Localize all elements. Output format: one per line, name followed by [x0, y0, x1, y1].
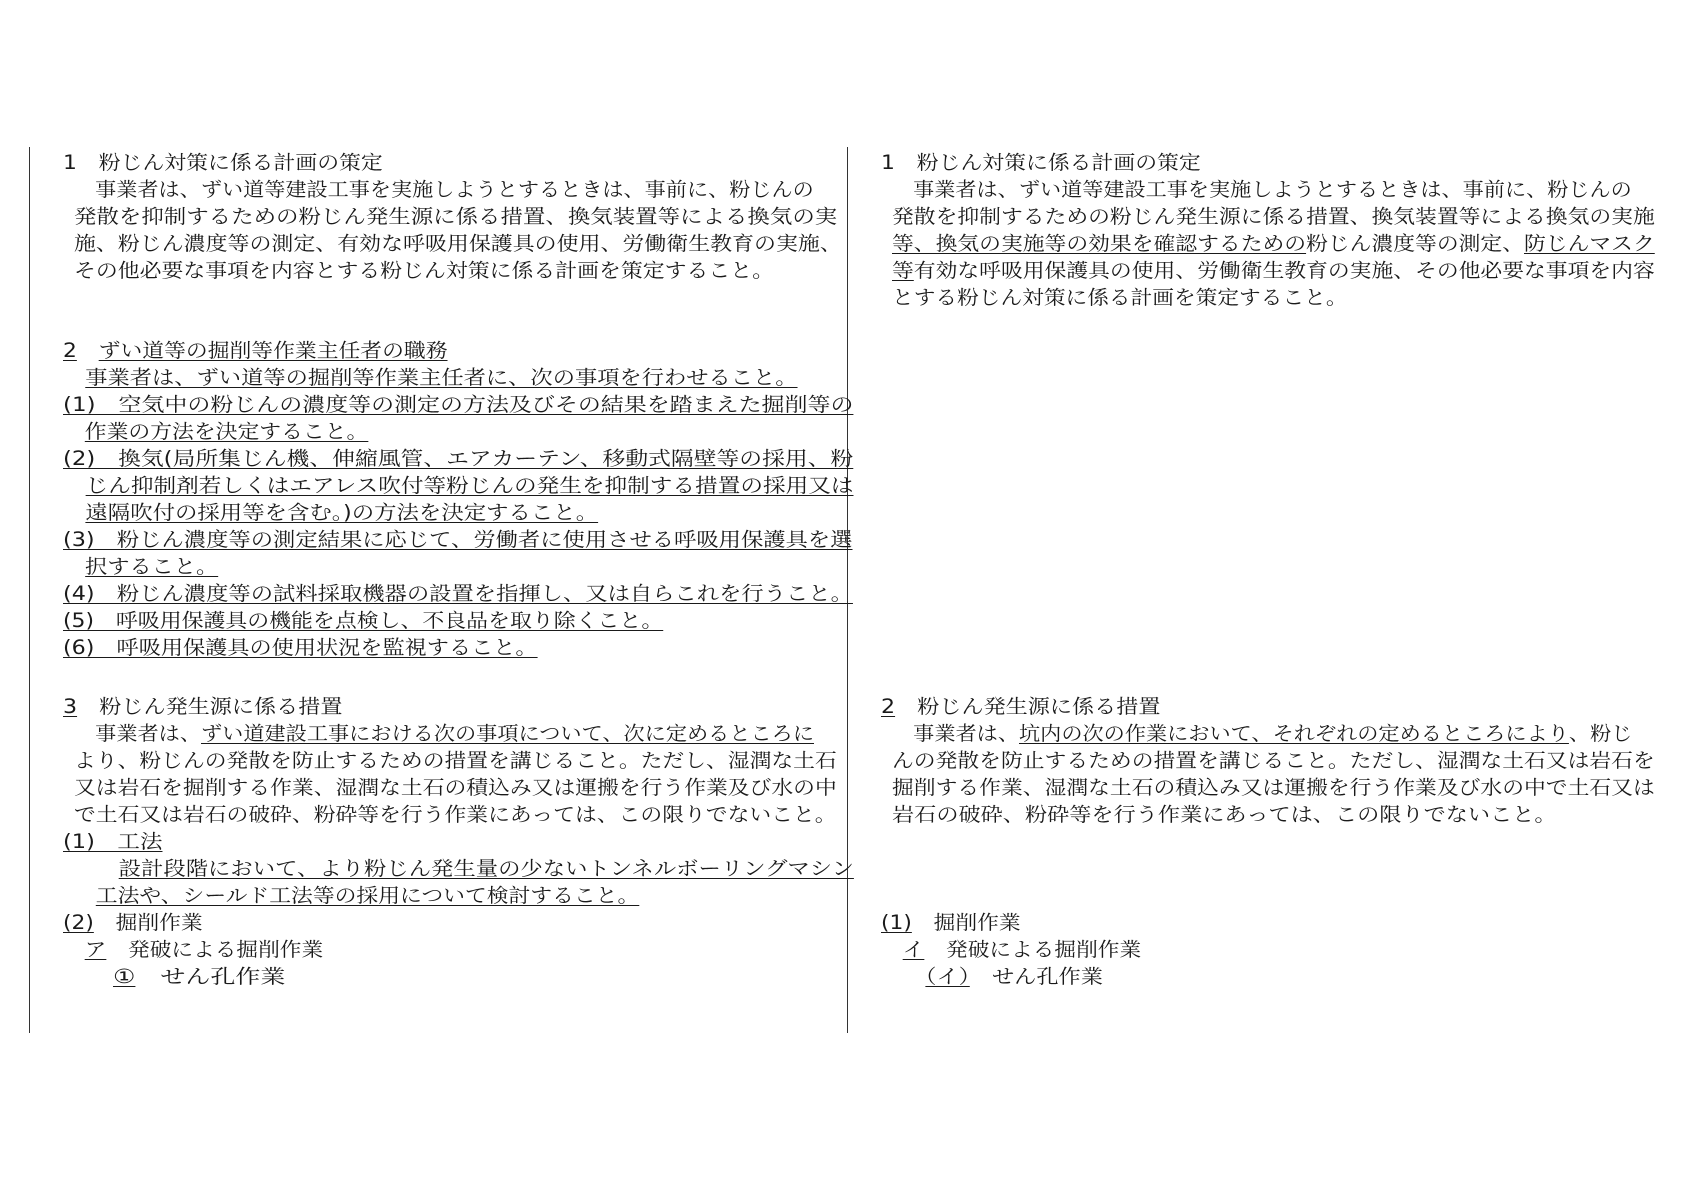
- paragraph-line: [74, 177, 814, 205]
- underlined-text: (6) 呼吸用保護具の使用状況を監視すること。: [63, 636, 538, 659]
- text-segment: せん孔作業: [135, 965, 286, 988]
- underlined-text: 事業者は、ずい道等の掘削等作業主任者に、次の事項を行わせること。: [85, 366, 798, 389]
- underlined-text: 2: [881, 695, 896, 718]
- underlined-text: (1) 工法: [63, 830, 163, 853]
- paragraph-line: [74, 721, 814, 749]
- text-segment: [63, 366, 85, 389]
- underlined-text: (2): [63, 911, 94, 934]
- paragraph-line: [74, 802, 837, 830]
- subheading-method: [63, 829, 162, 857]
- text-segment: [74, 884, 96, 907]
- text-segment: より、粉じんの発散を防止するための措置を講じること。ただし、湿潤な土石: [74, 749, 837, 772]
- text-segment: [881, 938, 903, 961]
- subheading-drilling: [881, 964, 1103, 992]
- underlined-text: 設計段階において、より粉じん発生量の少ないトンネルボーリングマシン: [118, 857, 854, 880]
- text-segment: 事業者は、: [74, 722, 202, 745]
- heading-2-duties: [63, 338, 448, 366]
- list-item-1: [63, 392, 853, 420]
- list-item-2-cont: [63, 500, 598, 528]
- underlined-text: 作業の方法を決定すること。: [84, 420, 369, 443]
- underlined-text: イ: [902, 938, 925, 961]
- text-segment: 又は岩石を掘削する作業、湿潤な土石の積込み又は運搬を行う作業及び水の中: [74, 776, 837, 799]
- heading-1-plan: [881, 150, 1201, 178]
- heading-1-plan: [63, 150, 383, 178]
- underlined-text: （イ）: [925, 965, 970, 988]
- subheading-drilling: [63, 964, 285, 992]
- paragraph-line: [74, 204, 837, 232]
- text-segment: [63, 938, 85, 961]
- text-segment: [881, 965, 925, 988]
- underlined-text: 防じんマスク: [1523, 232, 1655, 255]
- underlined-text: 遠隔吹付の採用等を含む。)の方法を決定すること。: [85, 501, 599, 524]
- left-border-line: [29, 147, 30, 1033]
- paragraph-line: [892, 285, 1348, 313]
- text-segment: とする粉じん対策に係る計画を策定すること。: [892, 286, 1348, 309]
- text-segment: 事業者は、ずい道等建設工事を実施しようとするときは、事前に、粉じんの: [74, 178, 814, 201]
- underlined-text: (1) 空気中の粉じんの濃度等の測定の方法及びその結果を踏まえた掘削等の: [63, 393, 854, 416]
- subheading-excavation: [881, 910, 1021, 938]
- paragraph-line: [74, 856, 854, 884]
- text-segment: 発散を抑制するための粉じん発生源に係る措置、換気装置等による換気の実: [74, 205, 838, 228]
- text-segment: [63, 501, 85, 524]
- underlined-text: 2: [63, 339, 77, 362]
- list-item-6: [63, 635, 538, 663]
- paragraph-line: [74, 231, 842, 259]
- text-segment: んの発散を防止するための措置を講じること。ただし、湿潤な土石又は岩石を: [892, 749, 1655, 772]
- paragraph-line: [892, 177, 1632, 205]
- text-segment: 粉じん発生源に係る措置: [77, 695, 343, 718]
- paragraph-line: [892, 258, 1655, 286]
- list-item-2-cont: [63, 473, 853, 501]
- underlined-text: (1): [881, 911, 912, 934]
- text-segment: 岩石の破砕、粉砕等を行う作業にあっては、この限りでないこと。: [892, 803, 1557, 826]
- underlined-text: 3: [63, 695, 78, 718]
- list-item-4: [63, 581, 853, 609]
- list-item-3: [63, 527, 853, 555]
- subheading-blasting: [881, 937, 1141, 965]
- underlined-text: じん抑制剤若しくはエアレス吹付等粉じんの発生を抑制する措置の採用又は: [85, 474, 854, 497]
- text-segment: で土石又は岩石の破砕、粉砕等を行う作業にあっては、この限りでないこと。: [74, 803, 837, 826]
- underlined-text: (3) 粉じん濃度等の測定結果に応じて、労働者に使用させる呼吸用保護具を選: [63, 528, 853, 551]
- text-segment: 粉じん濃度等の測定、: [1306, 232, 1524, 255]
- text-segment: その他必要な事項を内容とする粉じん対策に係る計画を策定すること。: [74, 259, 774, 282]
- paragraph-line: [74, 883, 639, 911]
- underlined-text: 工法や、シールド工法等の採用について検討すること。: [95, 884, 640, 907]
- underlined-text: (5) 呼吸用保護具の機能を点検し、不良品を取り除くこと。: [63, 609, 664, 632]
- list-item-5: [63, 608, 663, 636]
- text-segment: [63, 474, 86, 497]
- underlined-text: 等、換気の実施等の効果を確認するための: [892, 232, 1307, 255]
- text-segment: 有効な呼吸用保護具の使用、労働衛生教育の実施、その他必要な事項を内容: [913, 259, 1655, 282]
- paragraph-line: [892, 204, 1655, 232]
- underlined-text: 択すること。: [85, 555, 219, 578]
- text-segment: [63, 555, 85, 578]
- paragraph-line: [892, 748, 1655, 776]
- paragraph-line: [74, 748, 837, 776]
- text-segment: [63, 965, 113, 988]
- paragraph-line: [892, 721, 1632, 749]
- text-segment: 事業者は、ずい道等建設工事を実施しようとするときは、事前に、粉じんの: [892, 178, 1632, 201]
- list-item-1-cont: [63, 419, 368, 447]
- underlined-text: (4) 粉じん濃度等の試料採取機器の設置を指揮し、又は自らこれを行うこと。: [63, 582, 853, 605]
- subheading-blasting: [63, 937, 323, 965]
- text-segment: 掘削する作業、湿潤な土石の積込み又は運搬を行う作業及び水の中で土石又は: [892, 776, 1655, 799]
- text-segment: 1 粉じん対策に係る計画の策定: [881, 151, 1201, 174]
- underlined-text: ①: [112, 965, 136, 988]
- text-segment: 発破による掘削作業: [106, 938, 324, 961]
- paragraph-line: [892, 802, 1557, 830]
- list-item-2: [63, 446, 853, 474]
- heading-2-source-measures: [881, 694, 1161, 722]
- paragraph-line: [892, 775, 1655, 803]
- subheading-excavation: [63, 910, 203, 938]
- underlined-text: 等: [892, 259, 914, 282]
- text-segment: 発散を抑制するための粉じん発生源に係る措置、換気装置等による換気の実施: [892, 205, 1655, 228]
- heading-3-source-measures: [63, 694, 343, 722]
- underlined-text: ずい道等の掘削等作業主任者の職務: [98, 339, 448, 362]
- paragraph-line: [74, 258, 774, 286]
- text-segment: [74, 857, 119, 880]
- text-segment: 事業者は、: [892, 722, 1020, 745]
- text-segment: 施、粉じん濃度等の測定、有効な呼吸用保護具の使用、労働衛生教育の実施、: [74, 232, 842, 255]
- underlined-text: 坑内の次の作業において、それぞれの定めるところにより: [1019, 722, 1569, 745]
- text-segment: せん孔作業: [969, 965, 1103, 988]
- text-segment: 掘削作業: [911, 911, 1021, 934]
- underlined-text: ア: [84, 938, 107, 961]
- list-item-3-cont: [63, 554, 218, 582]
- paragraph-line: [892, 231, 1655, 259]
- text-segment: 掘削作業: [93, 911, 203, 934]
- text-segment: 1 粉じん対策に係る計画の策定: [63, 151, 383, 174]
- underlined-text: ずい道建設工事における次の事項について、次に定めるところに: [201, 722, 814, 745]
- text-segment: [63, 420, 85, 443]
- paragraph-line: [74, 775, 837, 803]
- underlined-text: (2) 換気(局所集じん機、伸縮風管、エアカーテン、移動式隔壁等の採用、粉: [63, 447, 854, 470]
- paragraph-line: [63, 365, 798, 393]
- text-segment: 、粉じ: [1568, 722, 1633, 745]
- text-segment: [77, 339, 99, 362]
- text-segment: 粉じん発生源に係る措置: [895, 695, 1161, 718]
- text-segment: 発破による掘削作業: [924, 938, 1142, 961]
